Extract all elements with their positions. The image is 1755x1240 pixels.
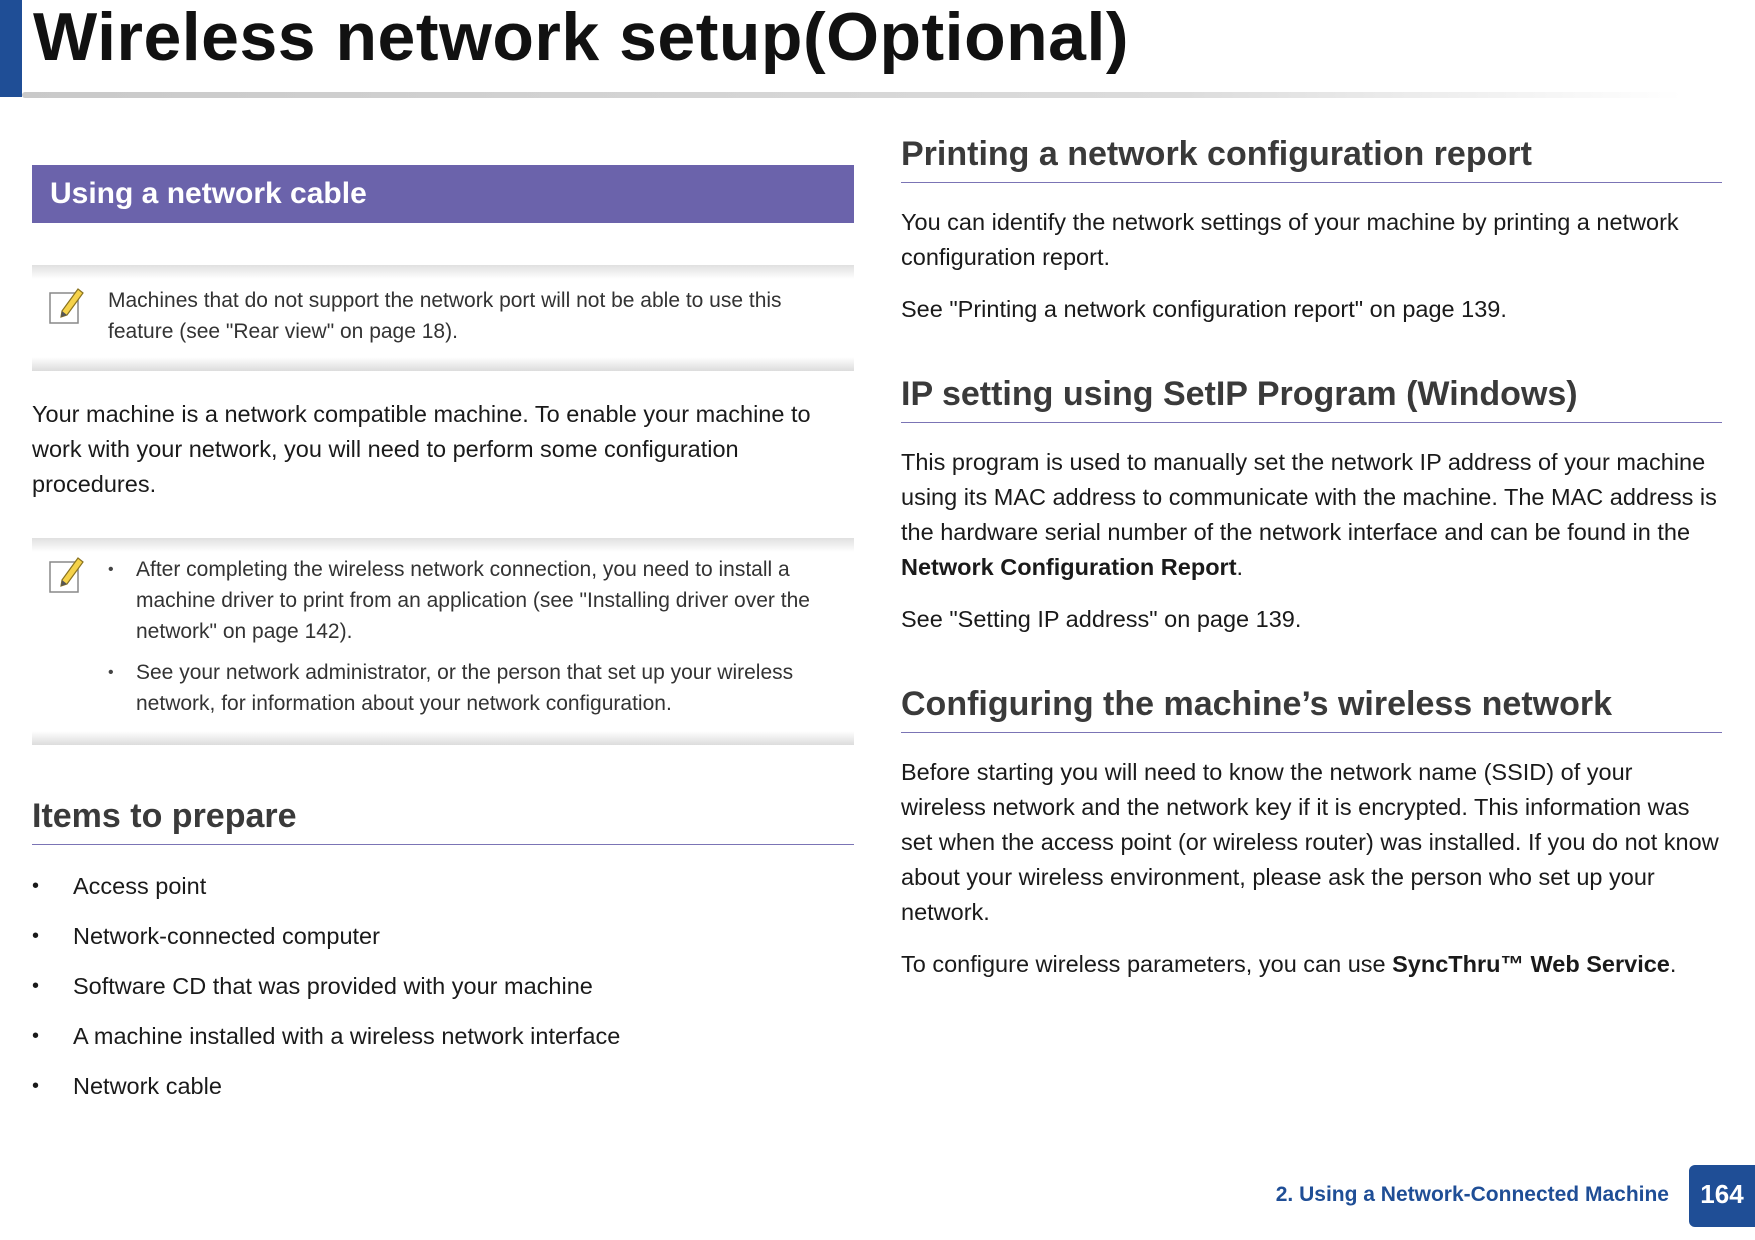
pencil-note-icon (48, 285, 84, 325)
title-divider (22, 92, 1682, 98)
wireless-heading: Configuring the machine’s wireless network (901, 685, 1722, 733)
wireless-paragraph: Before starting you will need to know the network name (SSID) of your wireless network and the network key if it is encrypted. This information was set when the access point (or wireless router) was installed. If you do not know about your wireless environment, please ask the person who set up your network. (901, 759, 1719, 925)
section-banner: Using a network cable (32, 165, 854, 223)
wireless-syncthru (901, 947, 1722, 982)
setip-bold-text: Network Configuration Report (901, 554, 1237, 580)
note-box (32, 538, 854, 745)
setip-text-end: . (1236, 554, 1244, 580)
list-item: • A machine installed with a wireless network interface (32, 1019, 854, 1054)
setip-paragraph (901, 445, 1722, 585)
note-box (32, 265, 854, 371)
setip-reference: See "Setting IP address" on page 139. (901, 606, 1302, 632)
note-list-item: • See your network administrator, or the person that set up your wireless network, for information about your network configuration. (108, 657, 844, 719)
list-item: • Software CD that was provided with your machine (32, 969, 854, 1004)
items-heading: Items to prepare (32, 797, 854, 845)
left-column (32, 165, 854, 1119)
setip-heading: IP setting using SetIP Program (Windows) (901, 375, 1722, 423)
note-list-item: • After completing the wireless network connection, you need to install a machine driver to print from an application (see "Installing driver over the network" on page 142). (108, 554, 844, 647)
pencil-note-icon (48, 554, 84, 594)
report-paragraph: You can identify the network settings of your machine by printing a network configuration report. (901, 209, 1679, 270)
note-text: Machines that do not support the network port will not be able to use this feature (see "Rear view" on page 18). (108, 289, 782, 343)
title-accent-bar (0, 0, 22, 97)
note-list (108, 554, 844, 719)
report-heading: Printing a network configuration report (901, 135, 1722, 183)
setip-text: This program is used to manually set the network IP address of your machine using its MAC address to communicate with the machine. The MAC address is the hardware serial number of the network interface and can be found in the (901, 449, 1717, 545)
list-item: • Access point (32, 869, 854, 904)
footer-chapter: 2. Using a Network-Connected Machine (1275, 1183, 1669, 1206)
page-title: Wireless network setup(Optional) (33, 0, 1129, 75)
list-item: • Network cable (32, 1069, 854, 1104)
page-number: 164 (1689, 1165, 1755, 1227)
list-item: • Network-connected computer (32, 919, 854, 954)
right-column (901, 135, 1722, 982)
syncthru-bold-text: SyncThru™ Web Service (1392, 951, 1670, 977)
syncthru-text-end: . (1669, 951, 1677, 977)
syncthru-text: To configure wireless parameters, you can use (901, 951, 1393, 977)
report-reference: See "Printing a network configuration report" on page 139. (901, 296, 1507, 322)
intro-paragraph: Your machine is a network compatible machine. To enable your machine to work with your network, you will need to perform some configuration procedures. (32, 401, 811, 497)
items-list (32, 869, 854, 1104)
